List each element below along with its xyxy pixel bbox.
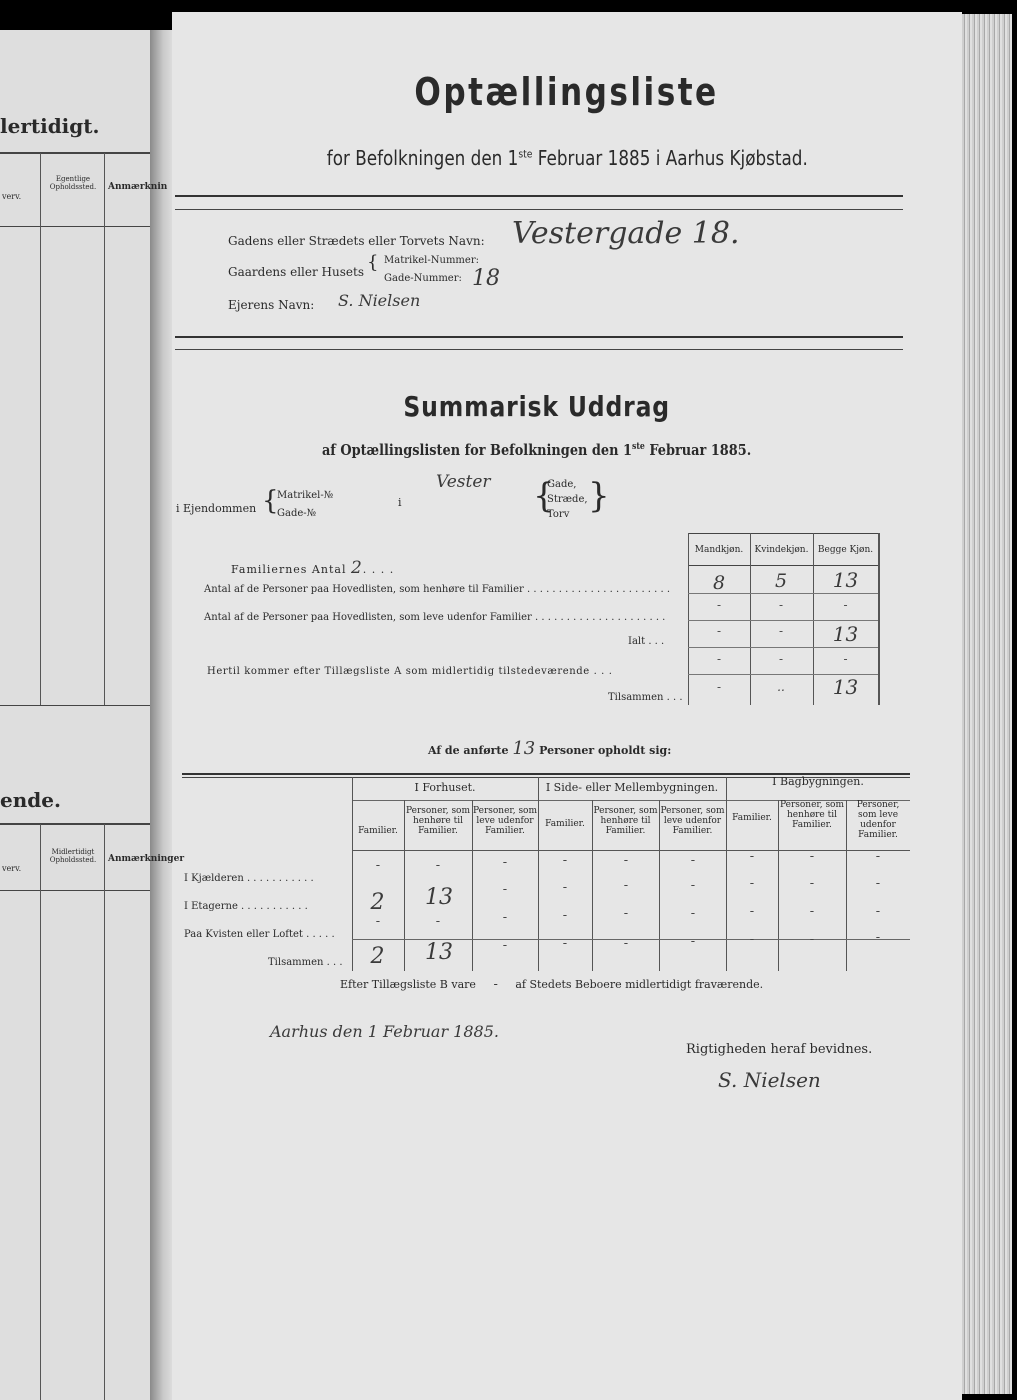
sub-familier: Familier. (358, 826, 398, 836)
left-col-line (104, 153, 105, 705)
summary-cell: 8 (712, 572, 726, 594)
summary-subtitle-text: af Optællingslisten for Befolkningen den 1 (322, 441, 633, 459)
left-rule (0, 705, 150, 706)
bld-cell: - (502, 938, 508, 953)
summary-cell: - (778, 652, 784, 666)
address-rule (175, 336, 903, 338)
left-heading-bottom: ende. (0, 788, 61, 812)
bld-cell: - (749, 904, 755, 919)
sub-udenfor: Personer, som leve udenfor Familier. (660, 806, 725, 836)
families-label: Familiernes Antal (231, 563, 347, 576)
page-edges (962, 14, 1012, 1394)
title-rule (175, 195, 903, 197)
tillaeg-b-line: Efter Tillægsliste B vare - af Stedets Beboere midlertidigt fraværende. (340, 977, 764, 992)
left-col-line (40, 153, 41, 705)
matrikel-no: Matrikel-№ (277, 490, 334, 501)
tillaeg-b-value: - (493, 977, 498, 992)
gade-no: Gade-№ (277, 508, 317, 519)
house-label: Gaardens eller Husets (228, 265, 364, 279)
owner-value: S. Nielsen (338, 291, 421, 310)
sub-familier: Familier. (732, 813, 772, 823)
left-col-a: verv. (2, 192, 22, 201)
left-col-c2: Anmærkninger (108, 854, 185, 864)
bld-cell: - (435, 914, 441, 929)
bld-row-label: I Etagerne . . . . . . . . . . . (184, 901, 308, 912)
group-sidebygning: I Side- eller Mellembygningen. (545, 781, 719, 794)
bld-cell: - (623, 936, 629, 951)
bld-cell: 13 (425, 940, 453, 965)
summary-cell: .. (777, 680, 785, 694)
bld-cell: - (749, 876, 755, 891)
group-forhuset: I Forhuset. (414, 781, 476, 794)
sub-henhore: Personer, som henhøre til Familier. (779, 800, 845, 830)
bld-cell: - (502, 855, 508, 870)
bld-col-line (352, 777, 353, 971)
opholdt-line: Af de anførte 13 Personer opholdt sig: (428, 738, 672, 759)
title-rule-thin (175, 209, 903, 210)
book-spine (150, 30, 172, 1400)
page-subtitle (172, 146, 962, 170)
col-kvindekjon: Kvindekjøn. (754, 545, 809, 555)
summary-subtitle-end: Februar 1885. (645, 441, 752, 459)
type-gade: Gade, (547, 479, 577, 490)
summary-cell: 13 (832, 568, 859, 592)
bld-cell: - (749, 932, 755, 947)
left-rule (0, 226, 150, 227)
summary-subtitle (172, 440, 902, 459)
sub-udenfor: Personer, som leve udenfor Familier. (472, 806, 538, 836)
summary-table-header-rule (688, 565, 878, 566)
ejendom-label: i Ejendommen (176, 502, 257, 515)
bld-cell: - (875, 930, 881, 945)
address-rule-thin (175, 349, 903, 350)
summary-title: Summarisk Uddrag (403, 390, 671, 423)
summary-cell: 13 (832, 622, 859, 646)
gade-label: Gade-Nummer: (384, 273, 462, 284)
bld-cell: - (749, 849, 755, 864)
bld-cell: - (435, 858, 441, 873)
bld-cell: - (562, 936, 568, 951)
summary-col-line (878, 533, 880, 705)
col-begge: Begge Kjøn. (817, 545, 874, 555)
summary-table-top (688, 533, 878, 534)
street-label: Gadens eller Strædets eller Torvets Navn: (228, 234, 485, 248)
bld-cell: - (875, 876, 881, 891)
bld-cell: - (690, 853, 696, 868)
type-straede: Stræde, (547, 494, 588, 505)
summary-cell: - (843, 652, 848, 666)
bld-cell: - (562, 908, 568, 923)
subtitle-text: for Befolkningen den 1 (326, 146, 519, 170)
bld-row-label: Tilsammen . . . (268, 957, 343, 968)
subtitle-text-end: Februar 1885 i Aarhus Kjøbstad. (532, 146, 808, 170)
bld-cell: - (502, 910, 508, 925)
bld-cell: - (623, 906, 629, 921)
summary-cell: - (716, 652, 722, 666)
summary-cell: - (843, 598, 848, 612)
bld-row-label: Paa Kvisten eller Loftet . . . . . (184, 929, 335, 940)
left-heading-top: lertidigt. (0, 114, 100, 138)
sub-henhore: Personer, som henhøre til Familier. (593, 806, 658, 836)
summary-cell: 5 (774, 570, 788, 592)
bld-cell: 13 (425, 885, 453, 910)
bld-cell: - (690, 934, 696, 949)
bld-cell: - (875, 849, 881, 864)
matrikel-label: Matrikel-Nummer: (384, 255, 479, 266)
bld-cell: - (809, 849, 815, 864)
sub-udenfor: Personer, som leve udenfor Familier. (856, 800, 900, 840)
bld-cell: - (502, 882, 508, 897)
bld-cell: - (875, 904, 881, 919)
i-word: i (398, 496, 402, 509)
bld-cell: - (562, 880, 568, 895)
street-value: Vestergade 18. (512, 216, 740, 251)
left-rule (0, 823, 150, 825)
summary-cell: - (778, 598, 784, 612)
summary-cell: - (716, 680, 722, 694)
type-torv: Torv (547, 509, 570, 520)
bld-row-label: I Kjælderen . . . . . . . . . . . (184, 873, 314, 884)
bld-cell: - (690, 906, 696, 921)
left-rule (0, 890, 150, 891)
bld-cell: - (375, 858, 381, 873)
bld-col-line (538, 777, 539, 971)
bld-cell: - (375, 914, 381, 929)
summary-cell: 13 (832, 675, 859, 699)
left-col-a2: verv. (2, 864, 22, 873)
summary-row-label: Antal af de Personer paa Hovedlisten, som henhøre til Familier . . . . . . . . . . . . . . . . . . . . . . . (204, 584, 671, 595)
page-title: Optællingsliste (414, 70, 720, 114)
brace: { (533, 476, 555, 516)
left-rule (0, 152, 150, 154)
sub-henhore: Personer, som henhøre til Familier. (405, 806, 471, 836)
left-col-line (40, 824, 41, 1400)
summary-col-line (688, 533, 689, 705)
summary-row-label: Hertil kommer efter Tillægsliste A som midlertidig tilstedeværende . . . (207, 666, 613, 677)
street-handwritten: Vester (436, 472, 491, 492)
summary-row-rule (688, 647, 878, 648)
opholdt-value: 13 (512, 738, 536, 759)
signature: S. Nielsen (718, 1068, 821, 1092)
group-bagbygning: I Bagbygningen. (772, 775, 864, 788)
summary-cell: - (716, 624, 722, 638)
col-mandkjon: Mandkjøn. (694, 545, 744, 555)
brace: { (262, 486, 279, 516)
bld-cell: - (562, 853, 568, 868)
families-value: 2 (350, 558, 363, 578)
left-col-line (104, 824, 105, 1400)
summary-subtitle-sup: ste (632, 442, 646, 452)
owner-label: Ejerens Navn: (228, 298, 315, 312)
date-line: Aarhus den 1 Februar 1885. (270, 1022, 499, 1041)
bld-cell: - (809, 932, 815, 947)
summary-col-line (813, 533, 814, 705)
bld-cell: - (809, 904, 815, 919)
bld-cell: - (809, 876, 815, 891)
left-col-b: Egentlige Opholdssted. (49, 175, 97, 191)
summary-row-rule (688, 620, 878, 621)
left-col-c: Anmærknin (108, 182, 168, 192)
summary-row-label: Tilsammen . . . (608, 692, 683, 703)
bld-cell: 2 (370, 890, 385, 915)
left-col-b2: Midlertidigt Opholdssted. (49, 848, 97, 864)
summary-cell: - (716, 598, 722, 612)
summary-col-line (750, 533, 751, 705)
brace-close: } (588, 476, 610, 516)
sub-familier: Familier. (545, 819, 585, 829)
families-row: Familiernes Antal 2. . . . (231, 558, 395, 578)
bld-col-line (726, 777, 727, 971)
left-page (0, 30, 150, 1400)
certification-text: Rigtigheden heraf bevidnes. (686, 1042, 873, 1057)
subtitle-sup: ste (518, 147, 533, 161)
summary-cell: - (778, 624, 784, 638)
summary-row-label: Antal af de Personer paa Hovedlisten, som leve udenfor Familier . . . . . . . . . . . . . . . . . . . . . (204, 612, 666, 623)
bld-cell: - (690, 878, 696, 893)
gade-value: 18 (472, 266, 500, 291)
bld-cell: 2 (370, 944, 385, 969)
brace: { (367, 252, 379, 273)
bld-cell: - (623, 853, 629, 868)
summary-row-label: Ialt . . . (628, 636, 665, 647)
bld-cell: - (623, 878, 629, 893)
